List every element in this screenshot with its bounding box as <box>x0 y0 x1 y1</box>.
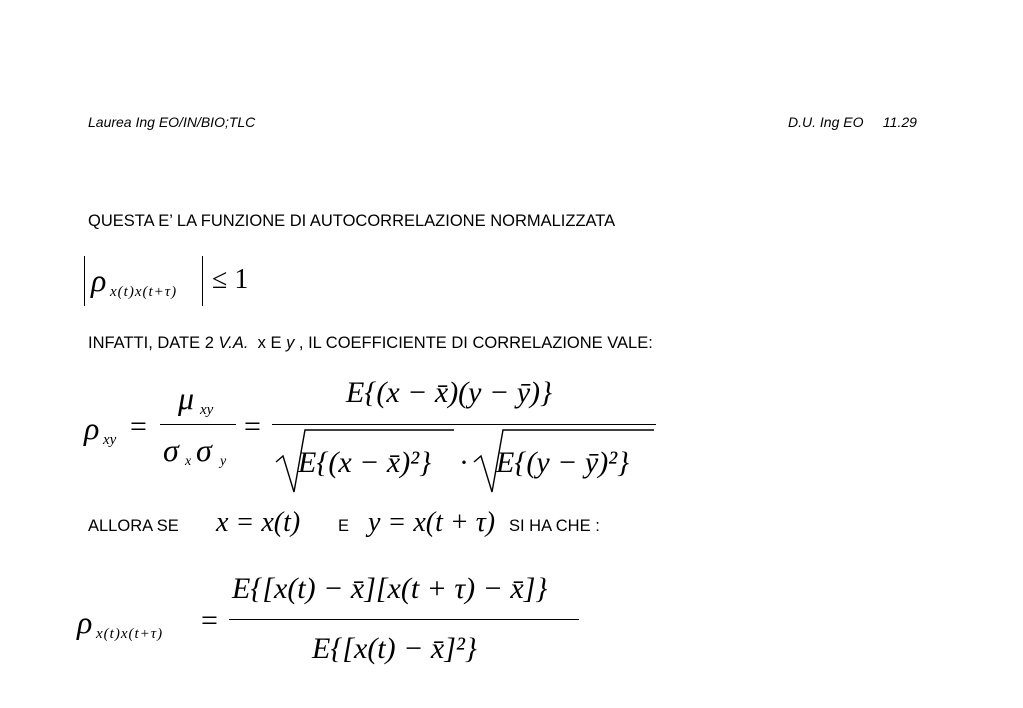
rho-symbol: ρ <box>91 262 107 298</box>
rho-xy-subscript: xy <box>103 432 117 448</box>
sigma-x-subscript: x <box>185 454 192 469</box>
fraction-line-3 <box>229 619 579 620</box>
rho-final-subscript: x(t)x(t+τ) <box>96 626 164 642</box>
condition-x: x = x(t) <box>216 507 301 538</box>
mu-symbol: μ <box>178 380 195 416</box>
denominator-term-x: E{(x − x̄)²} <box>298 446 432 479</box>
intro-text: QUESTA E’ LA FUNZIONE DI AUTOCORRELAZIONE NORMALIZZATA <box>88 212 616 230</box>
bound-rhs: ≤ 1 <box>212 264 249 295</box>
infatti-part-c: , IL COEFFICIENTE DI CORRELAZIONE VALE: <box>294 334 653 352</box>
sigma-x: σ <box>163 432 179 468</box>
equals-2: = <box>244 410 261 443</box>
infatti-y: y <box>286 334 295 352</box>
condition-y: y = x(t + τ) <box>368 507 496 538</box>
header-page-number: D.U. Ing EO 11.29 <box>788 114 917 130</box>
allora-si-ha-che: SI HA CHE : <box>509 517 600 535</box>
denominator-term-y: E{(y − ȳ)²} <box>496 446 630 479</box>
rho-xy-symbol: ρ <box>84 410 100 446</box>
equals-1: = <box>130 410 147 443</box>
infatti-part-a: INFATTI, DATE 2 <box>88 334 219 352</box>
equals-3: = <box>201 604 218 637</box>
infatti-va: V.A. <box>218 334 249 352</box>
sigma-y-subscript: y <box>220 454 227 469</box>
multiply-dot: · <box>459 446 469 479</box>
allora-text: ALLORA SE <box>88 517 179 535</box>
rho-subscript: x(t)x(t+τ) <box>110 284 178 300</box>
numerator-expectation: E{(x − x̄)(y − ȳ)} <box>346 376 553 409</box>
rho-final-symbol: ρ <box>77 604 93 640</box>
header-course: Laurea Ing EO/IN/BIO;TLC <box>88 114 256 130</box>
sigma-y: σ <box>196 432 212 468</box>
allora-e: E <box>338 517 350 535</box>
infatti-part-b: x E <box>248 334 287 352</box>
final-numerator: E{[x(t) − x̄][x(t + τ) − x̄]} <box>232 572 548 605</box>
final-denominator: E{[x(t) − x̄]²} <box>312 632 477 665</box>
mu-subscript: xy <box>200 402 214 418</box>
